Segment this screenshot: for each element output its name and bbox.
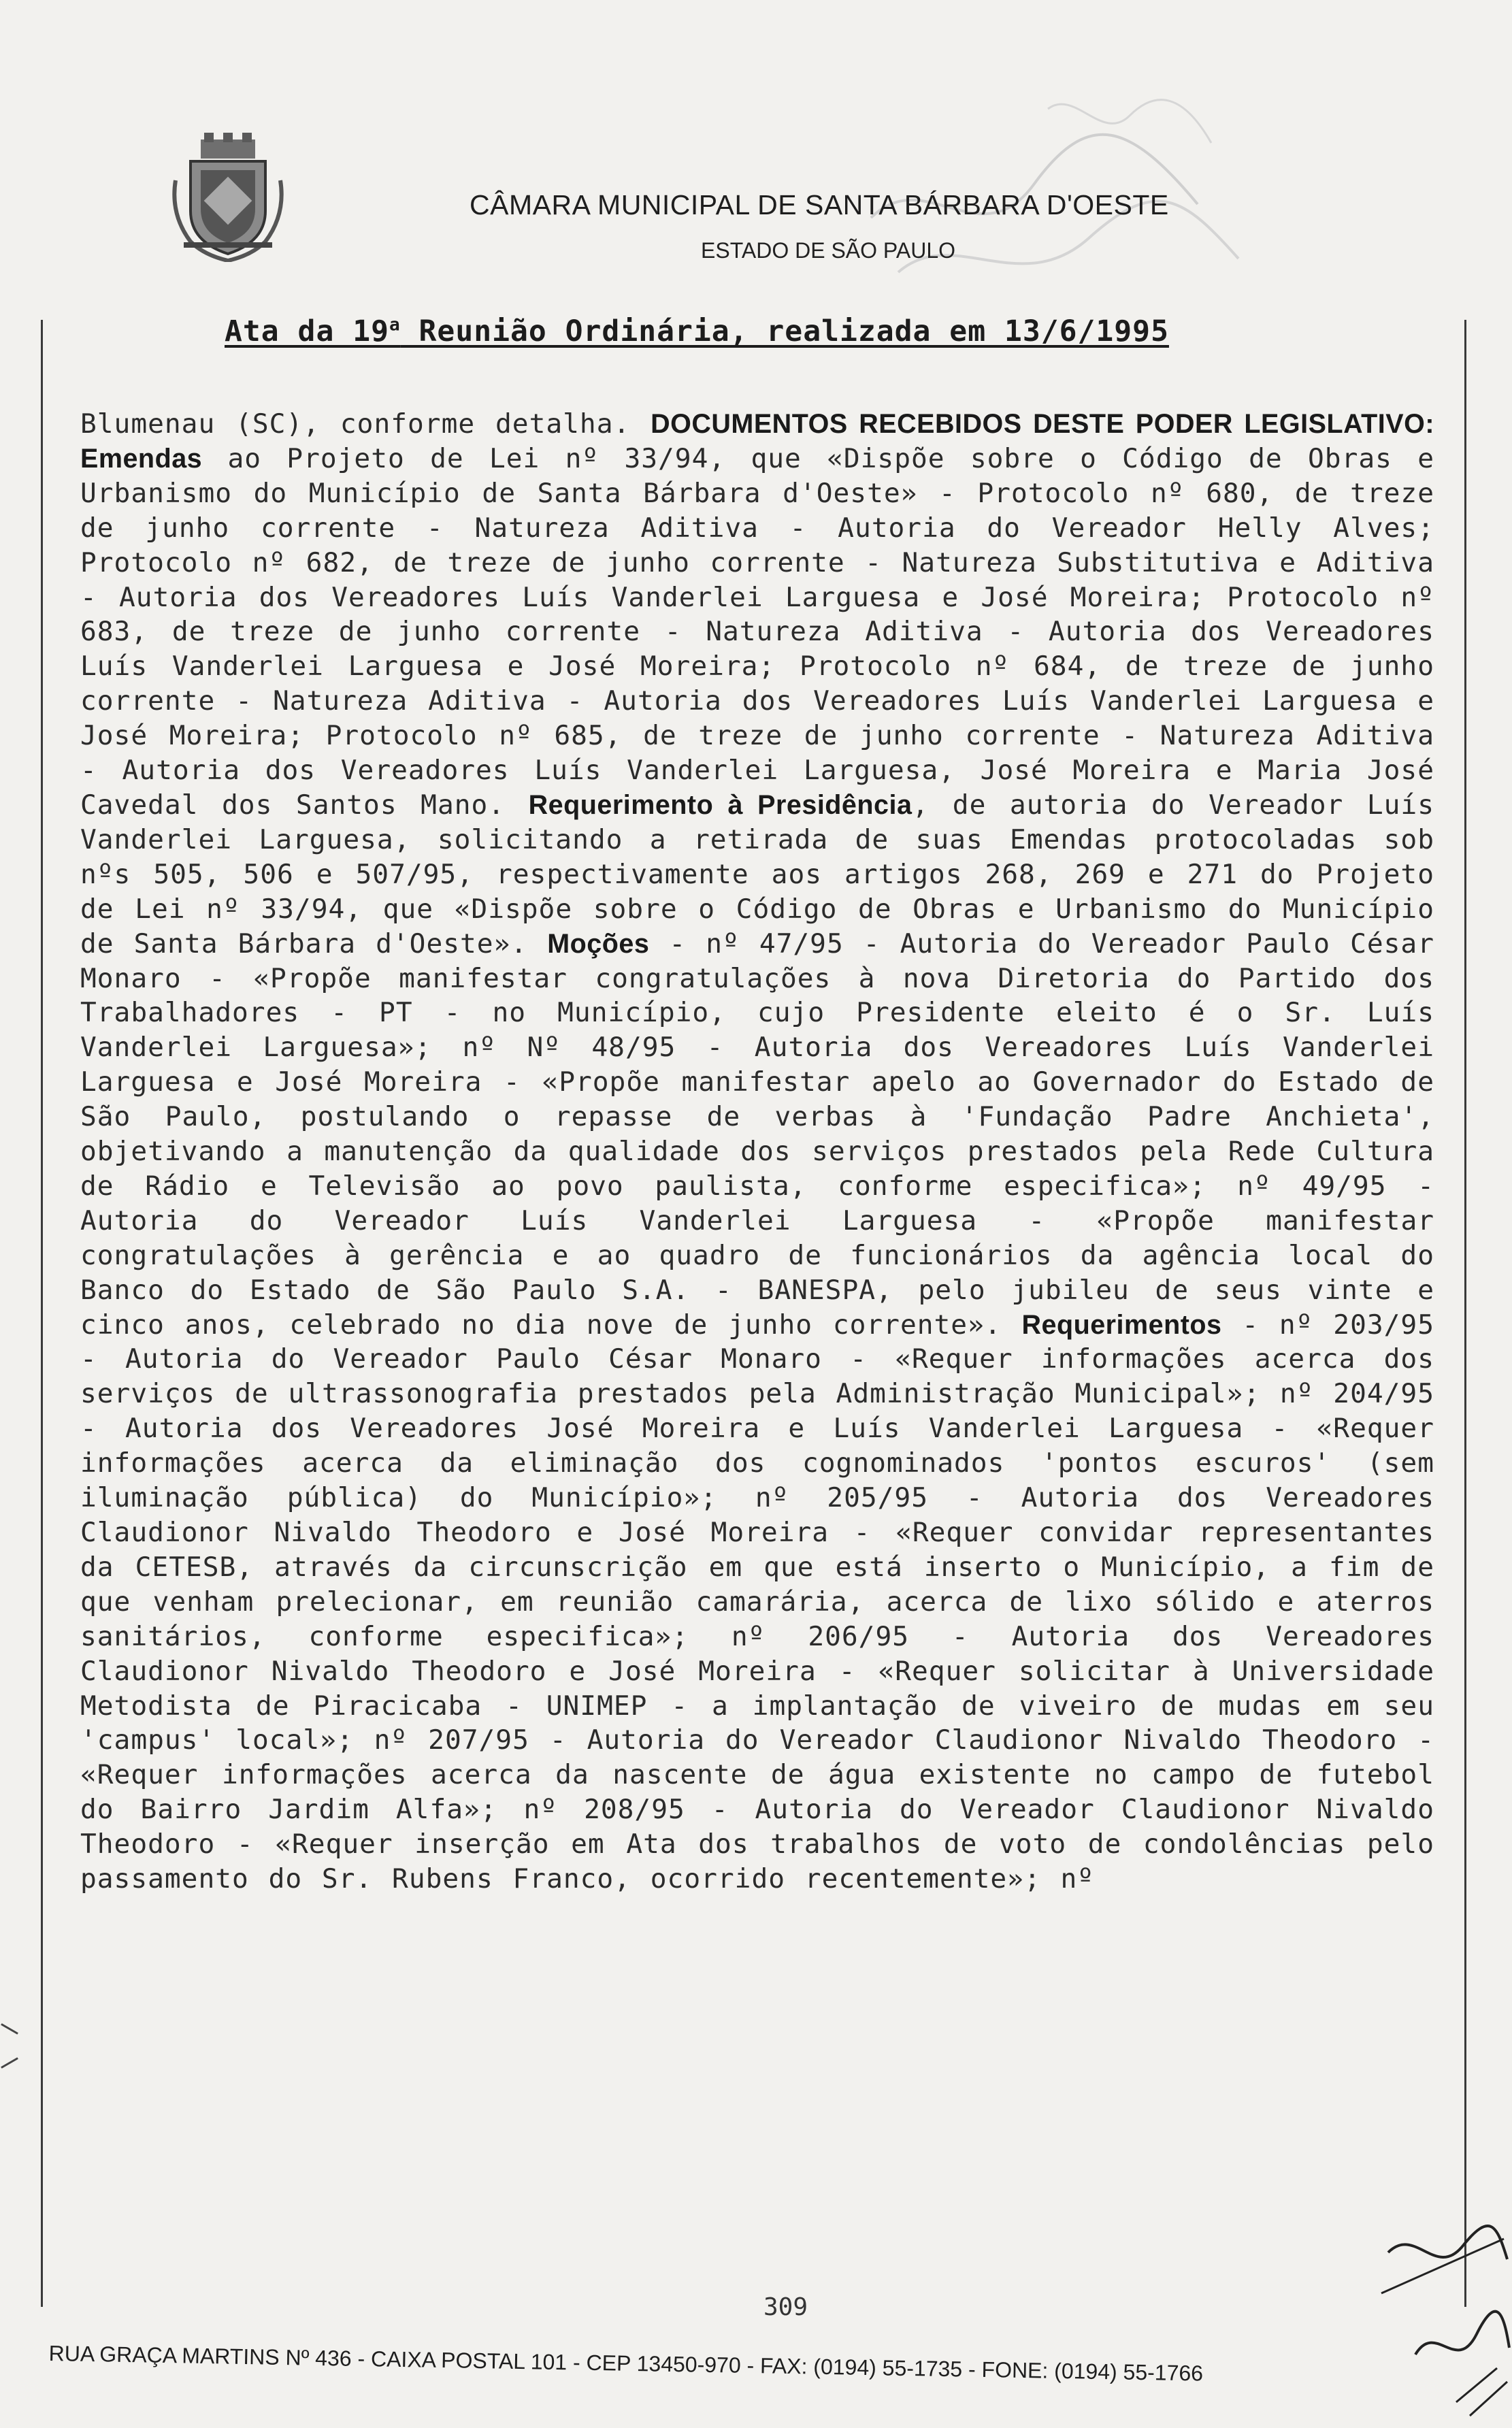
body-text-segment: - nº 203/95 - Autoria do Vereador Paulo César Monaro - «Requer informações acerca dos serviços de ultrassonografia prestados pela Administração Municipal»; nº 204/95 - Autoria dos Vereadores José Moreira e Luís Vanderlei Larguesa - «Requer informações acerca da eliminação dos cognominados 'pontos escuros' (sem iluminação pública) do Município»; nº 205/95 - Autoria dos Vereadores Claudionor Nivaldo Theodoro e José Moreira - «Requer convidar representantes da CETESB, através da circunscrição em que está inserto o Município, a fim de que venham prelecionar, em reunião camarária, acerca de lixo sólido e aterros sanitários, conforme especifica»; nº 206/95 - Autoria dos Vereadores Claudionor Nivaldo Theodoro e José Moreira - «Requer solicitar à Universidade Metodista de Piracicaba - UNIMEP - a implantação de viveiro de mudas em seu 'campus' local»; nº 207/95 - Autoria do Vereador Claudionor Nivaldo Theodoro - «Requer informações acerca da nascente de água existente no campo de futebol do Bairro Jardim Alfa»; nº 208/95 - Autoria do Vereador Claudionor Nivaldo Theodoro - «Requer inserção em Ata dos trabalhos de voto de condolências pelo passamento do Sr. Rubens Franco, ocorrido recentemente»; nº bbox=[80, 1309, 1434, 1895]
title-ordinal: a bbox=[389, 314, 401, 335]
body-text-segment: - nº 47/95 - Autoria do Vereador Paulo César Monaro - «Propõe manifestar congratulações à nova Diretoria do Partido dos Trabalhadores - PT - no Município, cujo Presidente eleito é o Sr. Luís Vanderlei Larguesa»; nº Nº 48/95 - Autoria dos Vereadores Luís Vanderlei Larguesa e José Moreira - «Propõe manifestar apelo ao Governador do Estado de São Paulo, postulando o repasse de verbas à 'Fundação Padre Anchieta', objetivando a manutenção da qualidade dos serviços prestados pela Rede Cultura de Rádio e Televisão ao povo paulista, conforme especifica»; nº 49/95 - Autoria do Vereador Luís Vanderlei Larguesa - «Propõe manifestar congratulações à gerência e ao quadro de funcionários da agência local do Banco do Estado de São Paulo S.A. - BANESPA, pelo jubileu de seus vinte e cinco anos, celebrado no dia nove de junho corrente». bbox=[80, 928, 1434, 1341]
body-text-segment: Blumenau (SC), conforme detalha. bbox=[80, 408, 651, 440]
municipal-crest-icon bbox=[170, 133, 286, 262]
edge-mark bbox=[1, 2057, 18, 2069]
section-heading: DOCUMENTOS RECEBIDOS DESTE PODER LEGISLATIVO: Emendas bbox=[80, 409, 1434, 474]
title-prefix: Ata da 19 bbox=[225, 314, 389, 348]
minutes-body bbox=[80, 407, 1434, 1897]
edge-mark bbox=[1, 2023, 18, 2035]
left-margin-line bbox=[41, 320, 43, 2307]
section-heading: Moções bbox=[547, 928, 650, 959]
title-suffix: Reunião Ordinária, realizada em 13/6/1995 bbox=[400, 314, 1169, 348]
state-name: ESTADO DE SÃO PAULO bbox=[701, 238, 956, 263]
section-heading: Requerimento à Presidência bbox=[528, 789, 913, 820]
footer-address: RUA GRAÇA MARTINS Nº 436 - CAIXA POSTAL 101 - CEP 13450-970 - FAX: (0194) 55-1735 - FONE: (0194) 55-1766 bbox=[48, 2341, 1204, 2386]
institution-name: CÂMARA MUNICIPAL DE SANTA BÁRBARA D'OESTE bbox=[470, 189, 1169, 220]
page-title bbox=[225, 314, 1169, 348]
body-text-segment: ao Projeto de Lei nº 33/94, que «Dispõe sobre o Código de Obras e Urbanismo do Município de Santa Bárbara d'Oeste» - Protocolo nº 680, de treze de junho corrente - Natureza Aditiva - Autoria do Vereador Helly Alves; Protocolo nº 682, de treze de junho corrente - Natureza Substitutiva e Aditiva - Autoria dos Vereadores Luís Vanderlei Larguesa e José Moreira; Protocolo nº 683, de treze de junho corrente - Natureza Aditiva - Autoria dos Vereadores Luís Vanderlei Larguesa e José Moreira; Protocolo nº 684, de treze de junho corrente - Natureza Aditiva - Autoria dos Vereadores Luís Vanderlei Larguesa e José Moreira; Protocolo nº 685, de treze de junho corrente - Natureza Aditiva - Autoria dos Vereadores Luís Vanderlei Larguesa, José Moreira e Maria José Cavedal dos Santos Mano. bbox=[80, 442, 1434, 821]
section-heading: Requerimentos bbox=[1021, 1309, 1222, 1340]
signature-initials bbox=[1375, 2198, 1511, 2423]
body-text-segment: , de autoria do Vereador Luís Vanderlei Larguesa, solicitando a retirada de suas Emendas protocoladas sob nºs 505, 506 e 507/95, respectivamente aos artigos 268, 269 e 271 do Projeto de Lei nº 33/94, que «Dispõe sobre o Código de Obras e Urbanismo do Município de Santa Bárbara d'Oeste». bbox=[80, 789, 1434, 959]
right-margin-line bbox=[1464, 320, 1466, 2307]
page-number: 309 bbox=[763, 2293, 808, 2321]
